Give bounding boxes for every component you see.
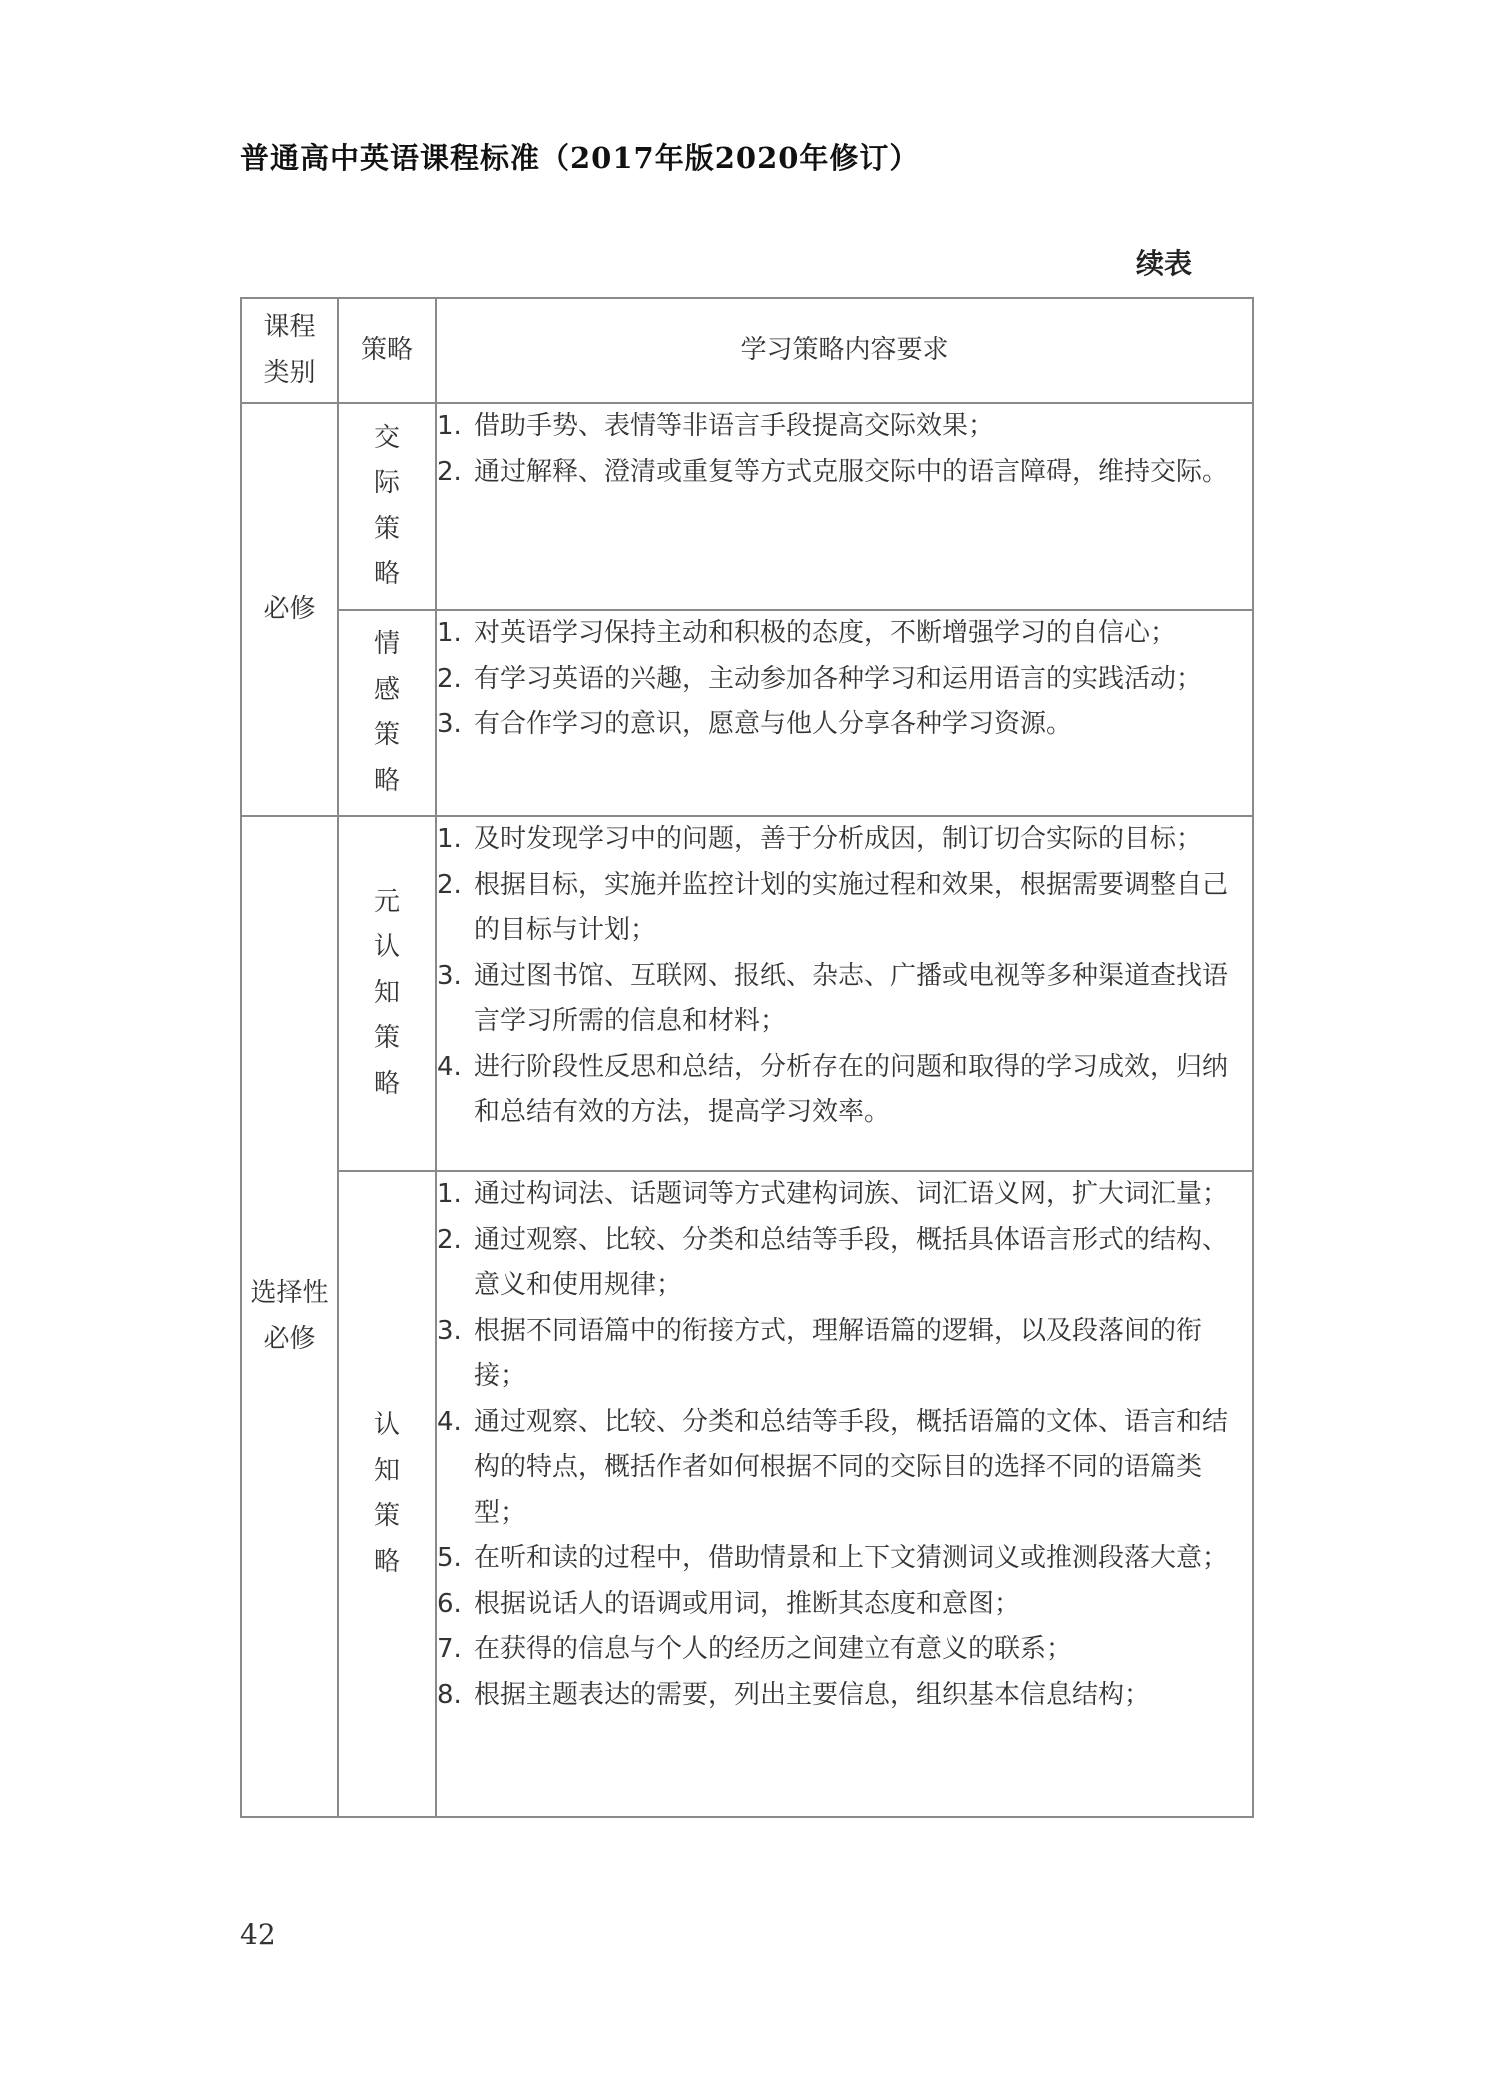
list-item bbox=[437, 1218, 1252, 1309]
content-cell bbox=[436, 610, 1253, 816]
list-item bbox=[437, 657, 1252, 703]
item-number: 2. bbox=[437, 456, 462, 487]
list-item bbox=[437, 1673, 1252, 1719]
item-number: 3. bbox=[437, 960, 462, 991]
strategy-char: 知 bbox=[373, 977, 400, 1008]
list-item bbox=[437, 1582, 1252, 1628]
strategy-char: 略 bbox=[373, 765, 400, 796]
list-item bbox=[437, 863, 1252, 954]
list-item bbox=[437, 1309, 1252, 1400]
item-number: 3. bbox=[437, 1315, 462, 1346]
item-text: 通过图书馆、互联网、报纸、杂志、广播或电视等多种渠道查找语言学习所需的信息和材料； bbox=[474, 960, 1229, 1036]
list-item bbox=[437, 1172, 1252, 1218]
page-header-title: 普通高中英语课程标准（2017年版2020年修订） bbox=[240, 141, 920, 175]
strategy-char: 感 bbox=[373, 674, 400, 705]
column-header-content: 学习策略内容要求 bbox=[436, 298, 1253, 403]
item-text: 根据目标，实施并监控计划的实施过程和效果，根据需要调整自己的目标与计划； bbox=[474, 869, 1229, 945]
course-type-label: 必修 bbox=[263, 593, 316, 624]
list-item bbox=[437, 817, 1252, 863]
item-number: 1. bbox=[437, 824, 462, 854]
strategy-cell bbox=[338, 403, 436, 610]
strategy-char: 认 bbox=[373, 932, 400, 963]
strategy-cell bbox=[338, 816, 436, 1171]
item-text: 有合作学习的意识，愿意与他人分享各种学习资源。 bbox=[474, 709, 1073, 739]
requirement-list bbox=[437, 611, 1252, 748]
course-type-label: 必修 bbox=[263, 1323, 316, 1354]
table-row bbox=[241, 816, 1253, 1171]
item-number: 4. bbox=[437, 1051, 462, 1082]
list-item bbox=[437, 1045, 1252, 1136]
strategy-cell bbox=[338, 610, 436, 816]
strategy-char: 认 bbox=[373, 1410, 400, 1440]
column-header-course-type bbox=[241, 298, 338, 403]
list-item bbox=[437, 1400, 1252, 1537]
course-type-cell bbox=[241, 816, 338, 1817]
content-cell bbox=[436, 403, 1253, 610]
item-text: 及时发现学习中的问题，善于分析成因，制订切合实际的目标； bbox=[474, 824, 1203, 854]
item-number: 8. bbox=[437, 1679, 462, 1710]
strategy-char: 策 bbox=[373, 1023, 400, 1054]
table-row bbox=[241, 1171, 1253, 1817]
item-text: 在听和读的过程中，借助情景和上下文猜测词义或推测段落大意； bbox=[474, 1543, 1229, 1573]
strategy-char: 略 bbox=[373, 1546, 400, 1577]
column-header-strategy: 策略 bbox=[338, 298, 436, 403]
item-text: 根据主题表达的需要，列出主要信息，组织基本信息结构； bbox=[474, 1679, 1151, 1710]
item-text: 进行阶段性反思和总结，分析存在的问题和取得的学习成效，归纳和总结有效的方法，提高学习效率。 bbox=[474, 1051, 1229, 1127]
list-item bbox=[437, 954, 1252, 1045]
strategy-char: 知 bbox=[373, 1455, 400, 1486]
item-number: 7. bbox=[437, 1634, 462, 1664]
list-item bbox=[437, 702, 1252, 748]
requirement-list bbox=[437, 404, 1252, 495]
learning-strategy-table bbox=[240, 297, 1254, 1818]
item-text: 通过观察、比较、分类和总结等手段，概括具体语言形式的结构、意义和使用规律； bbox=[474, 1224, 1229, 1300]
item-number: 6. bbox=[437, 1588, 462, 1619]
item-text: 借助手势、表情等非语言手段提高交际效果； bbox=[474, 411, 995, 441]
strategy-char: 策 bbox=[373, 513, 400, 544]
strategy-char: 交 bbox=[373, 422, 400, 453]
list-item bbox=[437, 404, 1252, 450]
item-text: 有学习英语的兴趣，主动参加各种学习和运用语言的实践活动； bbox=[474, 663, 1203, 694]
item-number: 1. bbox=[437, 411, 462, 441]
item-number: 5. bbox=[437, 1543, 462, 1573]
content-cell bbox=[436, 1171, 1253, 1817]
item-text: 在获得的信息与个人的经历之间建立有意义的联系； bbox=[474, 1634, 1073, 1664]
item-text: 根据不同语篇中的衔接方式，理解语篇的逻辑，以及段落间的衔接； bbox=[474, 1315, 1203, 1391]
strategy-char: 元 bbox=[373, 886, 400, 917]
strategy-char: 策 bbox=[373, 1501, 400, 1531]
list-item bbox=[437, 1627, 1252, 1673]
item-text: 通过构词法、话题词等方式建构词族、词汇语义网，扩大词汇量； bbox=[474, 1179, 1229, 1209]
list-item bbox=[437, 611, 1252, 657]
list-item bbox=[437, 450, 1252, 496]
strategy-char: 略 bbox=[373, 559, 400, 589]
item-text: 对英语学习保持主动和积极的态度，不断增强学习的自信心； bbox=[474, 618, 1177, 648]
course-type-cell bbox=[241, 403, 338, 816]
strategy-char: 际 bbox=[373, 468, 400, 498]
course-type-label: 选择性 bbox=[250, 1278, 329, 1308]
list-item bbox=[437, 1536, 1252, 1582]
item-number: 2. bbox=[437, 663, 462, 694]
item-number: 3. bbox=[437, 709, 462, 739]
strategy-char: 略 bbox=[373, 1068, 400, 1099]
page-number: 42 bbox=[240, 1918, 276, 1951]
requirement-list bbox=[437, 817, 1252, 1136]
column-header-line: 课程 bbox=[263, 312, 316, 342]
item-text: 根据说话人的语调或用词，推断其态度和意图； bbox=[474, 1588, 1021, 1619]
item-text: 通过观察、比较、分类和总结等手段，概括语篇的文体、语言和结构的特点，概括作者如何根据不同的交际目的选择不同的语篇类型； bbox=[474, 1406, 1229, 1528]
strategy-char: 策 bbox=[373, 720, 400, 750]
item-number: 1. bbox=[437, 618, 462, 648]
table-header-row bbox=[241, 298, 1253, 403]
table-row bbox=[241, 403, 1253, 610]
item-number: 2. bbox=[437, 869, 462, 900]
content-cell bbox=[436, 816, 1253, 1171]
strategy-char: 情 bbox=[373, 629, 400, 659]
table-row bbox=[241, 610, 1253, 816]
requirement-list bbox=[437, 1172, 1252, 1718]
item-number: 1. bbox=[437, 1179, 462, 1209]
strategy-cell bbox=[338, 1171, 436, 1817]
continued-label: 续表 bbox=[1136, 247, 1193, 280]
item-text: 通过解释、澄清或重复等方式克服交际中的语言障碍，维持交际。 bbox=[474, 456, 1229, 487]
item-number: 2. bbox=[437, 1224, 462, 1255]
column-header-line: 类别 bbox=[263, 357, 316, 388]
item-number: 4. bbox=[437, 1406, 462, 1437]
